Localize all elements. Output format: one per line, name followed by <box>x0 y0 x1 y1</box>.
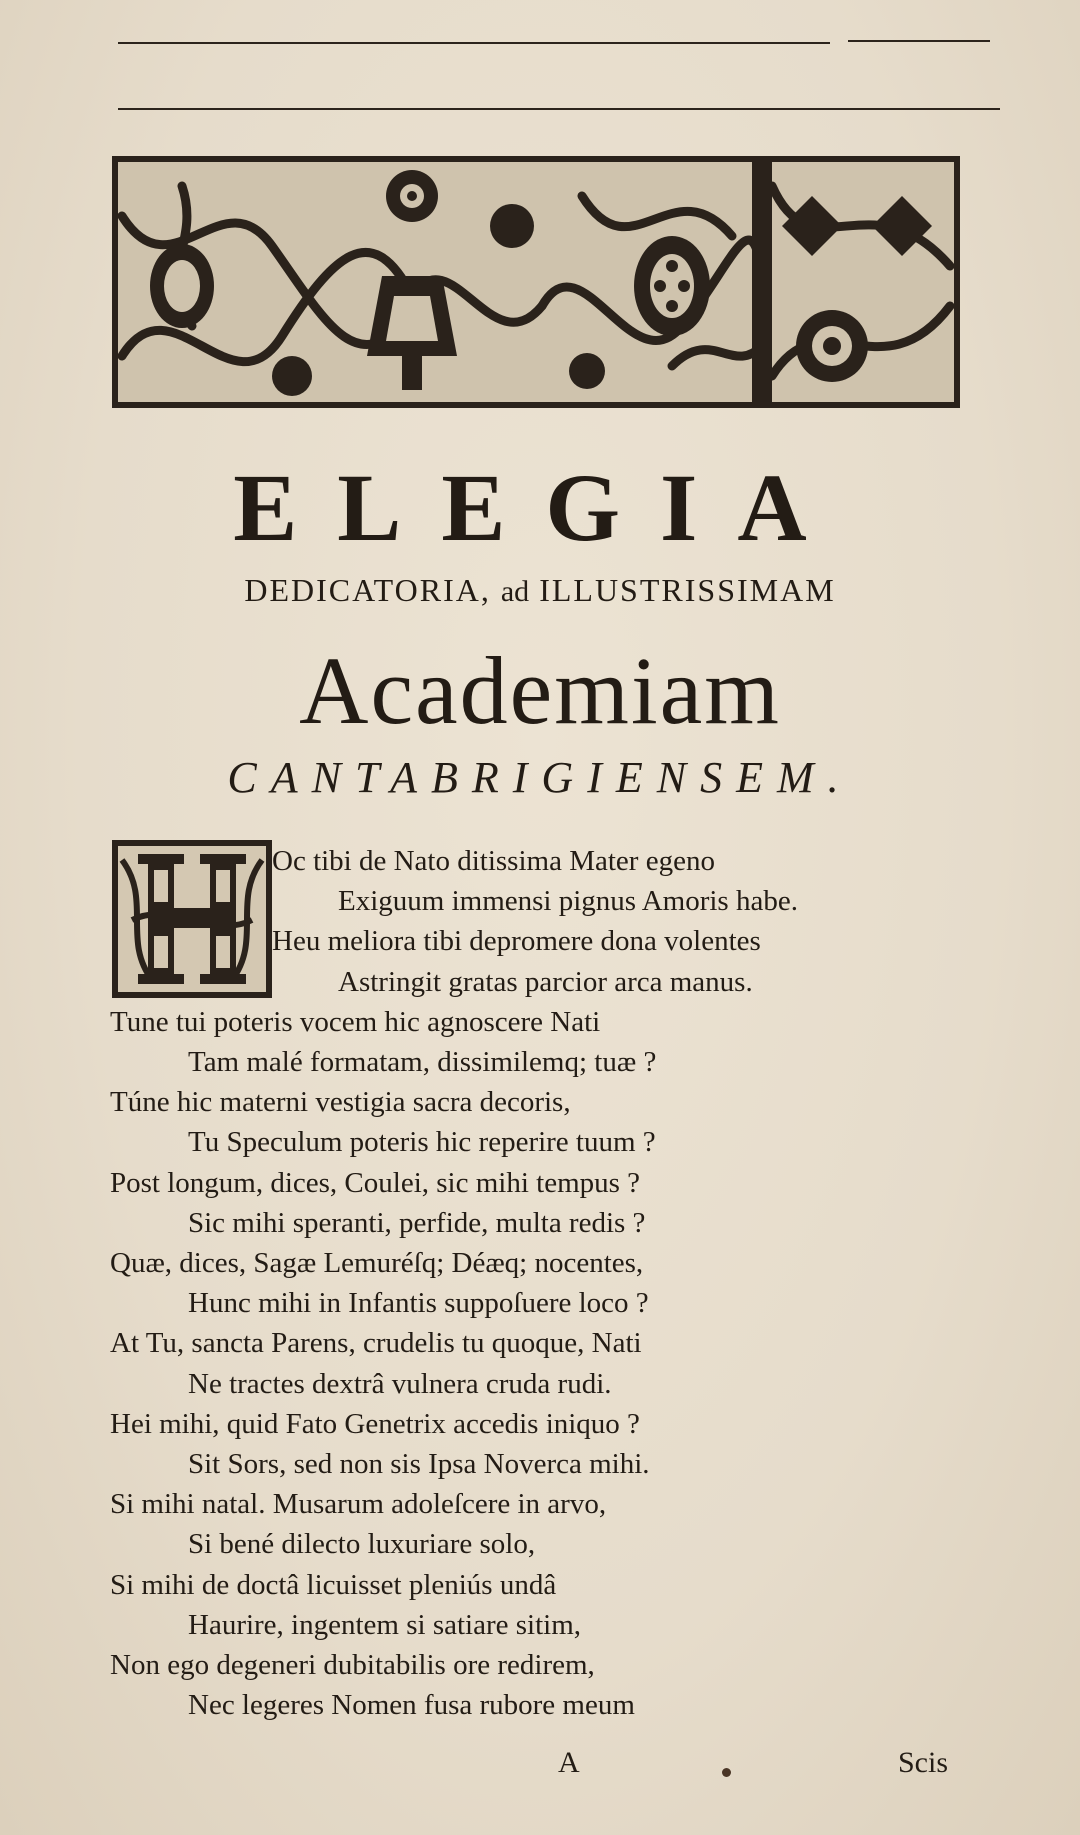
poem-line: Hei mihi, quid Fato Genetrix accedis iniquo ? <box>110 1408 640 1440</box>
poem-line: Heu meliora tibi depromere dona volentes <box>272 925 761 957</box>
poem-line: Non ego degeneri dubitabilis ore redirem, <box>110 1649 595 1681</box>
poem-line: Oc tibi de Nato ditissima Mater egeno <box>272 845 715 877</box>
decorated-initial-h-image <box>112 840 272 998</box>
poem-line: Ne tractes dextrâ vulnera cruda rudi. <box>188 1368 612 1400</box>
poem-line: Astringit gratas parcior arca manus. <box>338 966 753 998</box>
poem-line: Si mihi natal. Musarum adoleſcere in arvo, <box>110 1488 607 1520</box>
poem-line: Tam malé formatam, dissimilemq; tuæ ? <box>188 1046 657 1078</box>
poem-line: Haurire, ingentem si satiare sitim, <box>188 1609 582 1641</box>
signature-mark: A <box>558 1746 580 1779</box>
title-dedication <box>0 572 1080 609</box>
poem-line: Sic mihi speranti, perfide, multa redis ? <box>188 1207 646 1239</box>
poem-line: Sit Sors, sed non sis Ipsa Noverca mihi. <box>188 1448 650 1480</box>
title-cantabrigiensem: CANTABRIGIENSEM. <box>227 753 853 802</box>
poem-line: Si mihi de doctâ licuisset pleniús undâ <box>110 1569 557 1601</box>
poem-line: Tune tui poteris vocem hic agnoscere Nati <box>110 1006 601 1038</box>
dedication-illustrissimam: ILLUSTRISSIMAM <box>539 572 836 608</box>
poem-line: Quæ, dices, Sagæ Lemuréſq; Déæq; nocentes, <box>110 1247 644 1279</box>
ink-dot <box>722 1768 731 1777</box>
top-rule-1b <box>848 40 990 42</box>
title-academiam: Academiam <box>299 637 781 744</box>
ornamental-headpiece-image <box>112 156 960 408</box>
dedication-word: DEDICATORIA, <box>244 572 491 608</box>
poem-line: Tu Speculum poteris hic reperire tuum ? <box>188 1126 656 1158</box>
poem-line: Hunc mihi in Infantis suppoſuere loco ? <box>188 1287 649 1319</box>
catchword: Scis <box>898 1746 949 1779</box>
poem-line: Post longum, dices, Coulei, sic mihi tempus ? <box>110 1167 641 1199</box>
title-elegia: ELEGIA <box>233 454 847 561</box>
poem-line: At Tu, sancta Parens, crudelis tu quoque, Nati <box>110 1327 642 1359</box>
poem-line: Exiguum immensi pignus Amoris habe. <box>338 885 798 917</box>
top-rule-2 <box>118 108 1000 110</box>
poem-line: Nec legeres Nomen fusa rubore meum <box>188 1689 635 1721</box>
poem-line: Si bené dilecto luxuriare solo, <box>188 1528 536 1560</box>
dedication-ad: ad <box>500 575 530 608</box>
top-rule-1 <box>118 42 830 44</box>
poem-line: Túne hic materni vestigia sacra decoris, <box>110 1086 571 1118</box>
